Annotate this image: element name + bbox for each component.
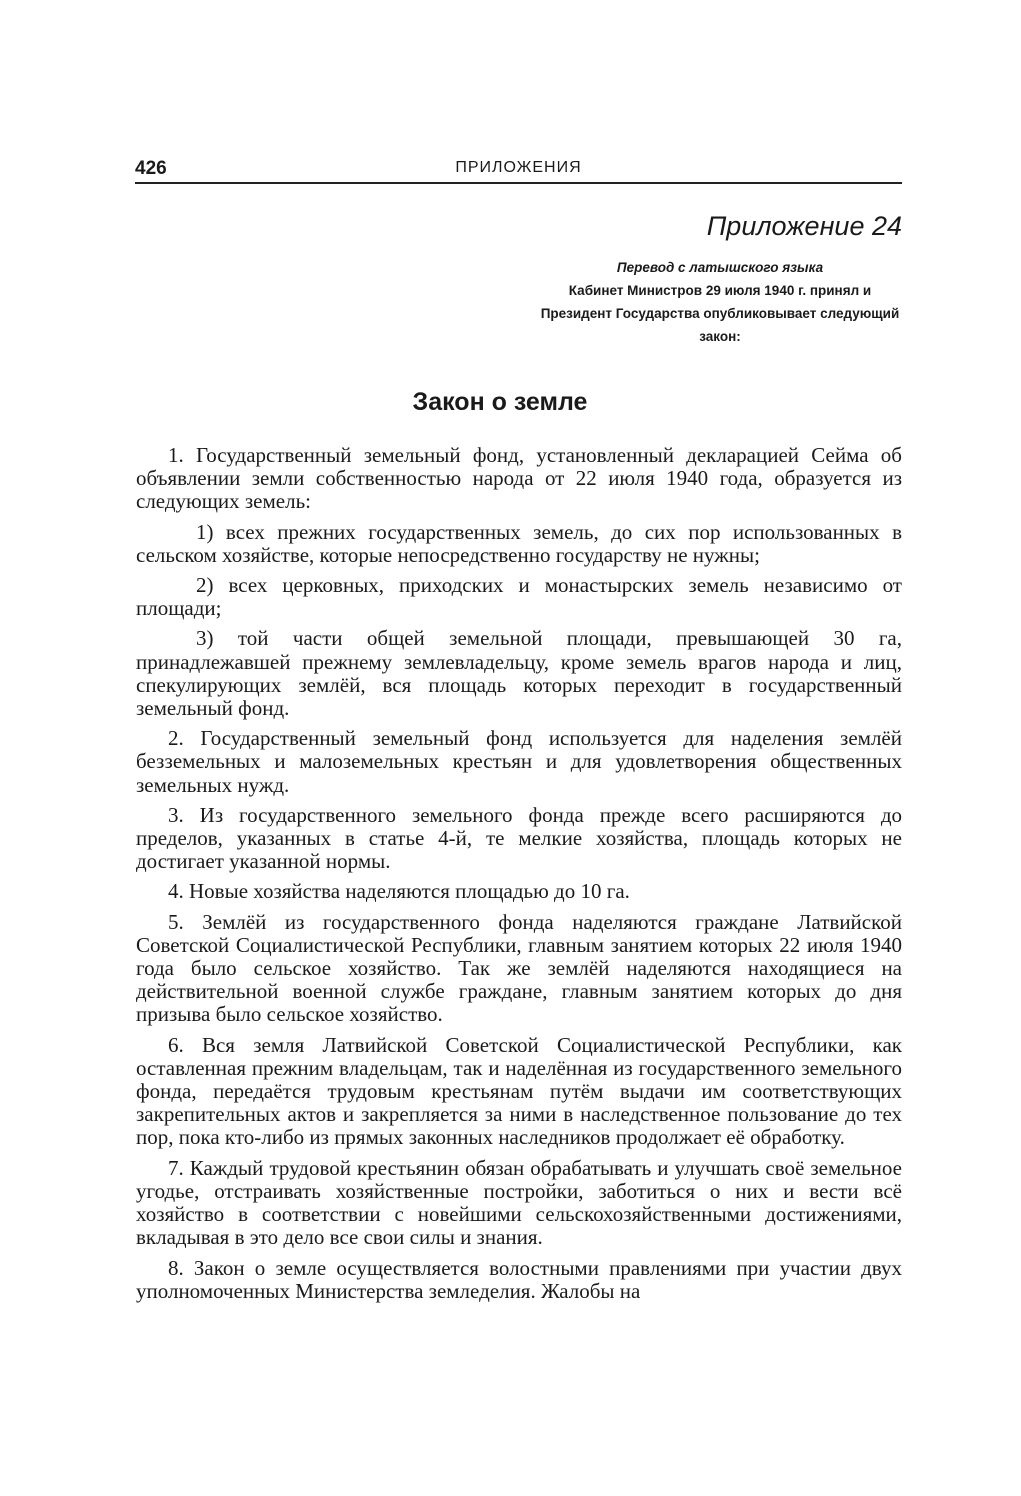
preamble-text: Кабинет Министров 29 июля 1940 г. принял и Президент Государства опубликовывает следующий закон:	[540, 283, 900, 344]
paragraph-6: 6. Вся земля Латвийской Советской Социалистической Республики, как оставленная прежним владельцам, так и наделённая из государственного земельного фонда, передаётся трудовым крестьянам путём выдачи им соответствующих закрепительных актов и закрепляется за ними в наследственное пользование до тех пор, пока кто-либо из прямых законных наследников продолжает её обработку.	[136, 1032, 902, 1150]
paragraph-4: 4. Новые хозяйства наделяются площадью до 10 га.	[168, 879, 630, 904]
paragraph-3: 3. Из государственного земельного фонда прежде всего расширяются до пределов, указанных в статье 4-й, те мелкие хозяйства, площадь которых не достигает указанной нормы.	[136, 802, 902, 874]
subparagraph-1-1: 1) всех прежних государственных земель, до сих пор использованных в сельском хозяйстве, которые непосредственно государству не нужны;	[136, 519, 902, 567]
paragraph-5: 5. Землёй из государственного фонда наделяются граждане Латвийской Советской Социалистической Республики, главным занятием которых 22 июля 1940 года было сельское хозяйство. Так же землёй наделяются находящиеся на действительной военной службе граждане, главным занятием которых до дня призыва было сельское хозяйство.	[136, 909, 902, 1027]
page-header	[135, 158, 902, 184]
paragraph-2: 2. Государственный земельный фонд используется для наделения землёй безземельных и малоземельных крестьян и для удовлетворения общественных земельных нужд.	[136, 726, 902, 797]
subparagraph-1-2: 2) всех церковных, приходских и монастырских земель независимо от площади;	[136, 573, 902, 621]
paragraph-7: 7. Каждый трудовой крестьянин обязан обрабатывать и улучшать своё земельное угодье, отстраивать хозяйственные постройки, заботиться о них и вести всё хозяйство в соответствии с новейшими сельскохозяйственными достижениями, вкладывая в это дело все свои силы и знания.	[136, 1155, 902, 1250]
appendix-label: Приложение 24	[706, 211, 902, 241]
page-number: 426	[135, 158, 167, 179]
paragraph-8: 8. Закон о земле осуществляется волостными правлениями при участии двух уполномоченных Министерства земледелия. Жалобы на	[136, 1255, 902, 1303]
law-title: Закон о земле	[412, 388, 588, 416]
translation-note: Перевод с латышского языка	[616, 260, 824, 275]
preamble	[538, 256, 902, 348]
law-body	[136, 444, 902, 1310]
subparagraph-1-3: 3) той части общей земельной площади, превышающей 30 га, принадлежавшей прежнему землевладельцу, кроме земель врагов народа и лиц, спекулирующих землёй, вся площадь которых переходит в государственный земельный фонд.	[136, 626, 902, 721]
running-head: ПРИЛОЖЕНИЯ	[455, 159, 582, 176]
paragraph-1: 1. Государственный земельный фонд, установленный декларацией Сейма об объявлении земли собственностью народа от 22 июля 1940 года, образуется из следующих земель:	[136, 443, 902, 514]
